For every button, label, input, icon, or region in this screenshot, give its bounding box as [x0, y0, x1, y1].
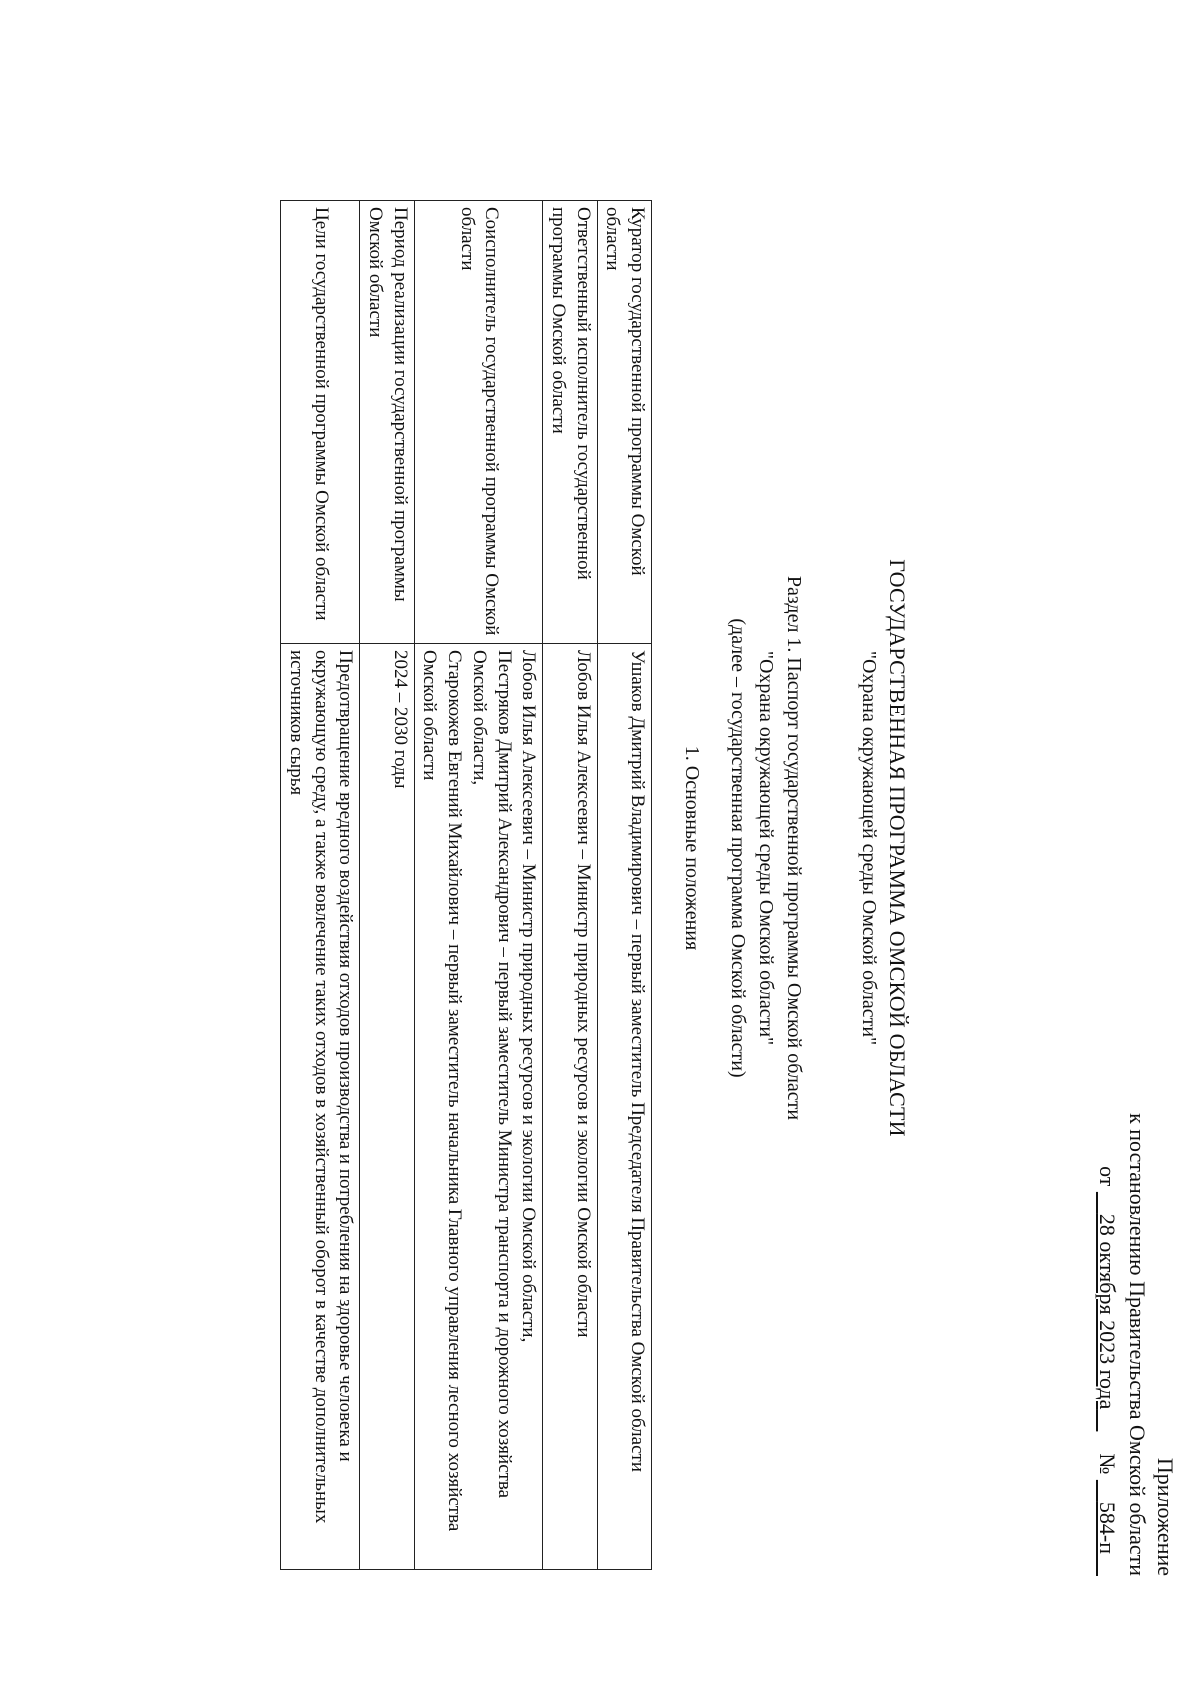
passport-table	[280, 200, 652, 1570]
program-title: ГОСУДАРСТВЕННАЯ ПРОГРАММА ОМСКОЙ ОБЛАСТИ	[885, 559, 910, 1137]
co-executor-3: Старокожев Евгений Михайлович – первый заместитель начальника Главного управления лесного хозяйства Омской области	[419, 650, 466, 1532]
table-row	[543, 201, 597, 1570]
main-provisions-heading: 1. Основные положения	[681, 745, 703, 951]
row-label: Соисполнитель государственной программы Омской области	[414, 201, 542, 644]
program-subtitle: "Охрана окружающей среды Омской области"	[858, 650, 880, 1046]
appendix-title: Приложение	[1153, 1457, 1178, 1576]
table-row	[414, 201, 542, 1570]
row-value: Ушаков Дмитрий Владимирович – первый заместитель Председателя Правительства Омской области	[597, 644, 651, 1570]
appendix-resolution-line: к постановлению Правительства Омской области	[1125, 1113, 1150, 1576]
section-title: Раздел 1. Паспорт государственной программы Омской области	[783, 575, 805, 1121]
row-label: Цели государственной программы Омской области	[281, 201, 360, 644]
row-value	[414, 644, 542, 1570]
co-executor-1: Лобов Илья Алексеевич – Министр природных ресурсов и экологии Омской области,	[518, 650, 540, 1343]
appendix-date-line	[1094, 1166, 1120, 1576]
table-row	[281, 201, 360, 1570]
row-label: Ответственный исполнитель государственной программы Омской области	[543, 201, 597, 644]
row-label: Период реализации государственной программы Омской области	[360, 201, 414, 644]
row-value: 2024 – 2030 годы	[360, 644, 414, 1570]
section-subtitle-2: (далее – государственная программа Омской области)	[727, 618, 749, 1078]
number-prefix: №	[1095, 1453, 1120, 1475]
section-subtitle-1: "Охрана окружающей среды Омской области"	[755, 650, 777, 1046]
row-value: Предотвращение вредного воздействия отходов производства и потребления на здоровье человека и окружающую среду, а также вовлечение таких отходов в хозяйственный оборот в качестве дополнительных источников сырья	[281, 644, 360, 1570]
number-value: 584-п	[1095, 1501, 1120, 1554]
date-value: 28 октября 2023 года	[1095, 1213, 1120, 1410]
co-executor-2: Пестряков Дмитрий Александрович – первый заместитель Министра транспорта и дорожного хозяйства Омской области,	[468, 650, 515, 1499]
row-label: Куратор государственной программы Омской области	[597, 201, 651, 644]
table-row	[360, 201, 414, 1570]
table-row	[597, 201, 651, 1570]
date-prefix: от	[1095, 1166, 1120, 1187]
row-value: Лобов Илья Алексеевич – Министр природных ресурсов и экологии Омской области	[543, 644, 597, 1570]
